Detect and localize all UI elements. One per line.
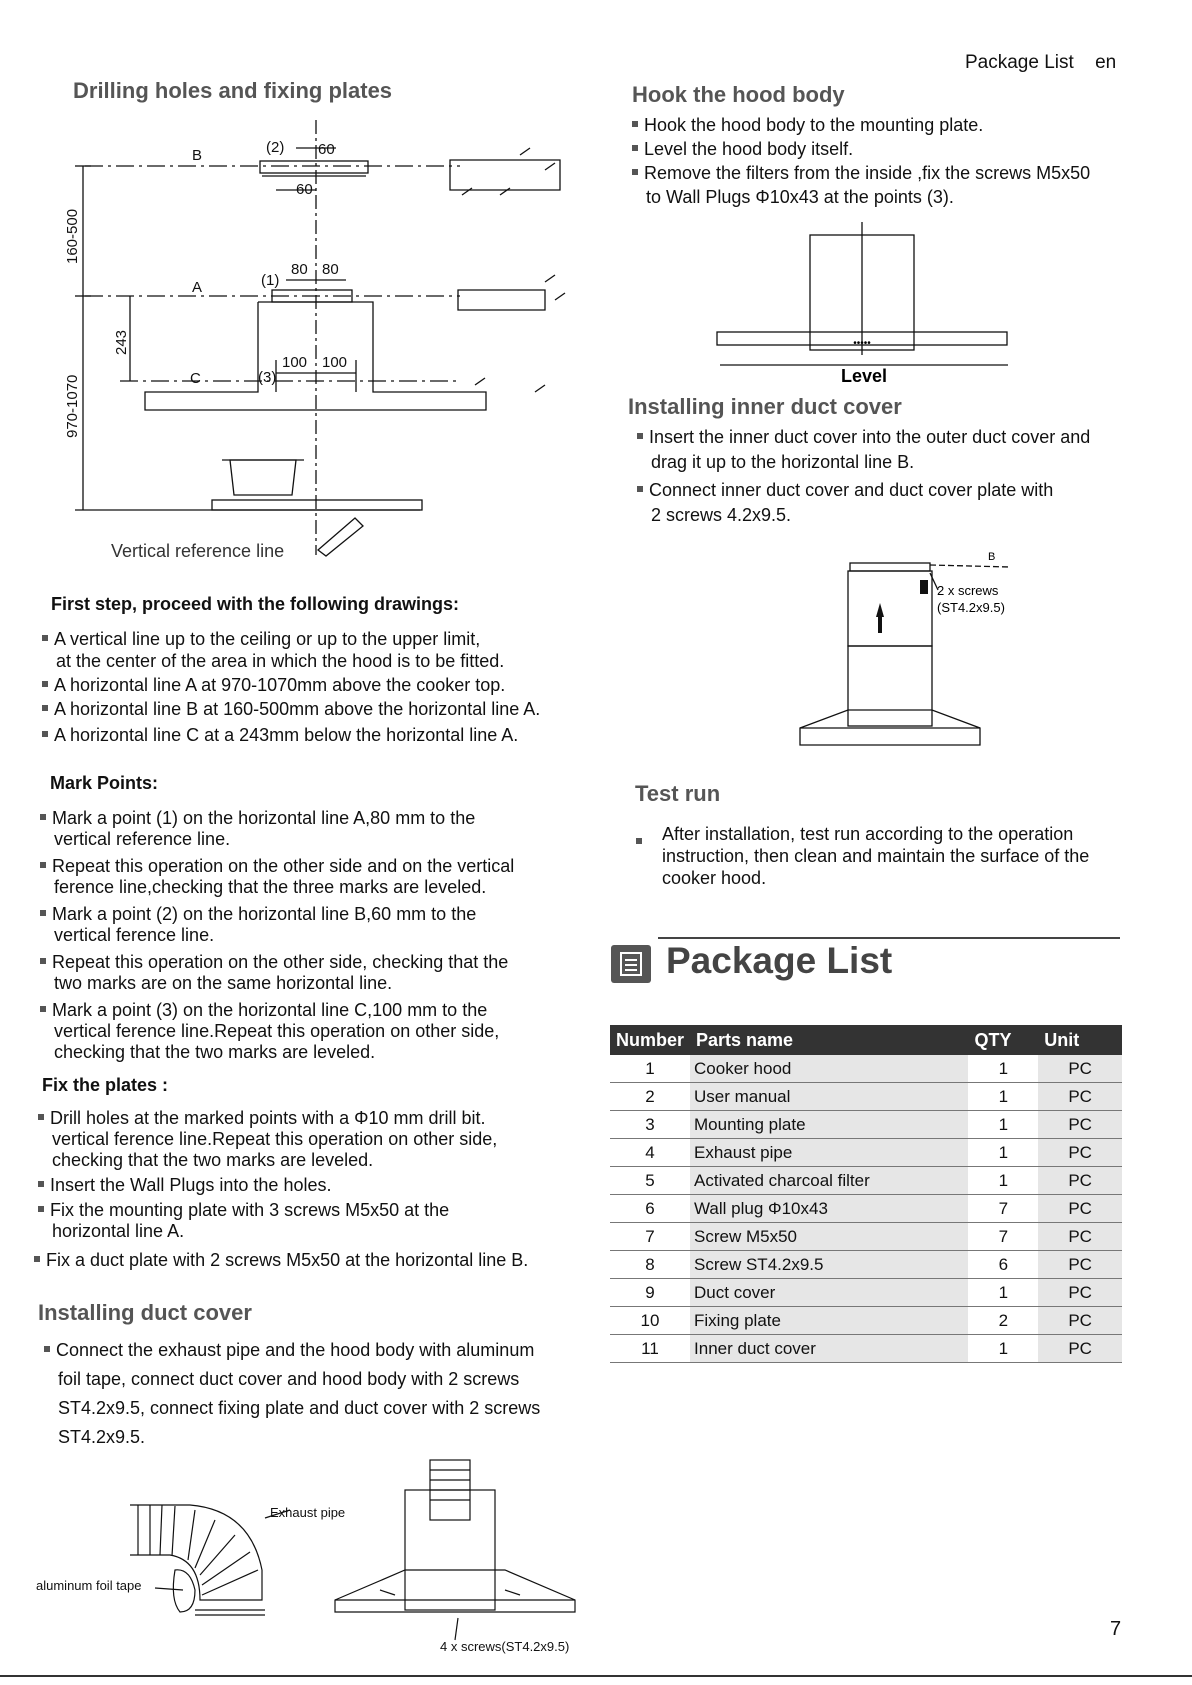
first-step-title: First step, proceed with the following drawings: [51, 594, 460, 614]
header-lang: en [1095, 52, 1117, 73]
fix-plates-title: Fix the plates : [42, 1075, 169, 1095]
screws-label: 4 x screws(ST4.2x9.5) [440, 1639, 570, 1654]
dim-100-left: 100 [282, 354, 308, 371]
cell-qty: 1 [968, 1335, 1038, 1363]
cell-unit: PC [1038, 1307, 1122, 1335]
cell-qty: 7 [968, 1223, 1038, 1251]
test-run-bullet [636, 831, 648, 853]
list-item: Drill holes at the marked points with a Φ10 mm drill bit. vertical ference line.Repeat this operation on other side, checking that the two marks are leveled. [38, 1108, 528, 1171]
list-item: A horizontal line B at 160-500mm above the horizontal line A. [42, 698, 540, 720]
cell-part-name: Exhaust pipe [690, 1139, 968, 1167]
list-item: A vertical line up to the ceiling or up to the upper limit, [42, 628, 540, 650]
cell-number: 2 [610, 1083, 690, 1111]
table-header-row [610, 1025, 1122, 1055]
cell-part-name: Mounting plate [690, 1111, 968, 1139]
cell-part-name: Screw M5x50 [690, 1223, 968, 1251]
cell-unit: PC [1038, 1055, 1122, 1083]
first-step-list [42, 628, 540, 746]
cell-unit: PC [1038, 1251, 1122, 1279]
cell-qty: 7 [968, 1195, 1038, 1223]
table-row [610, 1223, 1122, 1251]
cell-unit: PC [1038, 1223, 1122, 1251]
cell-unit: PC [1038, 1111, 1122, 1139]
cell-part-name: User manual [690, 1083, 968, 1111]
cell-part-name: Duct cover [690, 1279, 968, 1307]
cell-qty: 1 [968, 1083, 1038, 1111]
table-row [610, 1167, 1122, 1195]
mark-points-title: Mark Points: [50, 773, 159, 793]
cell-part-name: Cooker hood [690, 1055, 968, 1083]
fix-plates-list [38, 1108, 528, 1271]
package-list-title: Package List [666, 940, 893, 981]
table-row [610, 1083, 1122, 1111]
label-point-2: (2) [266, 139, 285, 156]
col-qty-header: QTY [968, 1025, 1038, 1055]
table-row [610, 1111, 1122, 1139]
list-item: Insert the inner duct cover into the outer duct cover and drag it up to the horizontal line B. [637, 425, 1090, 475]
hook-list [632, 113, 1090, 209]
dim-80-left: 80 [291, 261, 308, 278]
list-item: Insert the Wall Plugs into the holes. [38, 1175, 528, 1196]
hood-level-diagram [700, 220, 1020, 390]
table-row [610, 1251, 1122, 1279]
inner-screws-label: 2 x screws [937, 583, 999, 598]
cell-unit: PC [1038, 1083, 1122, 1111]
package-table [610, 1025, 1122, 1363]
cell-number: 8 [610, 1251, 690, 1279]
table-row [610, 1335, 1122, 1363]
page-number: 7 [1110, 1618, 1122, 1640]
header-section: Package List [965, 52, 1074, 73]
cell-part-name: Inner duct cover [690, 1335, 968, 1363]
list-item: Connect inner duct cover and duct cover plate with 2 screws 4.2x9.5. [637, 478, 1090, 528]
dim-60-bottom: 60 [296, 181, 313, 198]
inner-screws-spec: (ST4.2x9.5) [937, 600, 1005, 615]
label-point-3: (3) [258, 369, 277, 386]
table-row [610, 1139, 1122, 1167]
page-bottom-rule [0, 1675, 1192, 1677]
cell-number: 10 [610, 1307, 690, 1335]
list-item: Fix a duct plate with 2 screws M5x50 at the horizontal line B. [34, 1250, 528, 1271]
table-row [610, 1055, 1122, 1083]
inner-line-b-label: B [988, 551, 996, 563]
cell-unit: PC [1038, 1195, 1122, 1223]
list-item: A horizontal line A at 970-1070mm above the cooker top. [42, 674, 540, 696]
cell-unit: PC [1038, 1279, 1122, 1307]
list-item: Mark a point (1) on the horizontal line A,80 mm to the vertical reference line. [40, 808, 514, 850]
table-row [610, 1307, 1122, 1335]
cell-qty: 1 [968, 1279, 1038, 1307]
package-table-wrap [610, 1025, 1122, 1363]
cell-number: 5 [610, 1167, 690, 1195]
list-item: Repeat this operation on the other side, checking that the two marks are on the same horizontal line. [40, 952, 514, 994]
cell-number: 4 [610, 1139, 690, 1167]
cell-qty: 1 [968, 1167, 1038, 1195]
dim-160-500: 160-500 [64, 208, 81, 264]
test-run-title: Test run [635, 781, 721, 806]
list-item: A horizontal line C at a 243mm below the horizontal line A. [42, 724, 540, 746]
drilling-diagram [0, 0, 600, 570]
cell-number: 6 [610, 1195, 690, 1223]
label-line-c: C [190, 370, 201, 387]
cell-part-name: Screw ST4.2x9.5 [690, 1251, 968, 1279]
cell-number: 3 [610, 1111, 690, 1139]
package-list-rule [658, 937, 1120, 939]
mark-points-list [40, 808, 514, 1063]
list-icon [611, 945, 651, 983]
cell-unit: PC [1038, 1139, 1122, 1167]
label-point-1: (1) [261, 272, 280, 289]
col-unit-header: Unit [1038, 1025, 1122, 1055]
label-line-a: A [192, 279, 203, 296]
inner-duct-list [637, 425, 1090, 528]
installing-duct-title: Installing duct cover [38, 1300, 252, 1325]
cell-number: 1 [610, 1055, 690, 1083]
cell-unit: PC [1038, 1167, 1122, 1195]
list-item: Mark a point (2) on the horizontal line B,60 mm to the vertical ference line. [40, 904, 514, 946]
list-item: Level the hood body itself. [632, 137, 1090, 161]
list-item: Hook the hood body to the mounting plate. [632, 113, 1090, 137]
dim-970-1070: 970-1070 [64, 374, 81, 438]
cell-qty: 1 [968, 1055, 1038, 1083]
list-item: Mark a point (3) on the horizontal line C,100 mm to the vertical ference line.Repeat this operation on other side, checking that the two marks are leveled. [40, 1000, 514, 1063]
cell-number: 9 [610, 1279, 690, 1307]
exhaust-pipe-diagram [0, 1450, 600, 1660]
cell-unit: PC [1038, 1335, 1122, 1363]
drilling-title: Drilling holes and fixing plates [73, 78, 393, 103]
cell-number: 7 [610, 1223, 690, 1251]
cell-part-name: Activated charcoal filter [690, 1167, 968, 1195]
table-row [610, 1195, 1122, 1223]
dim-80-right: 80 [322, 261, 339, 278]
list-item: Fix the mounting plate with 3 screws M5x50 at the horizontal line A. [38, 1200, 528, 1242]
running-header [965, 52, 1116, 74]
cell-qty: 2 [968, 1307, 1038, 1335]
level-label: Level [840, 366, 888, 386]
vertical-reference-label: Vertical reference line [111, 541, 285, 561]
inner-duct-diagram [770, 545, 1030, 760]
list-item: Remove the filters from the inside ,fix the screws M5x50 to Wall Plugs Φ10x43 at the points (3). [632, 161, 1090, 209]
cell-number: 11 [610, 1335, 690, 1363]
cell-qty: 1 [968, 1139, 1038, 1167]
list-item: Repeat this operation on the other side and on the vertical ference line,checking that the three marks are leveled. [40, 856, 514, 898]
list-item: at the center of the area in which the hood is to be fitted. [56, 651, 505, 671]
dim-100-right: 100 [322, 354, 348, 371]
hook-title: Hook the hood body [632, 82, 845, 107]
svg-text:•••••: ••••• [853, 338, 871, 349]
col-number-header: Number [610, 1025, 690, 1055]
test-run-text: After installation, test run according to the operation instruction, then clean and maintain the surface of the cooker hood. [662, 824, 1090, 888]
table-row [610, 1279, 1122, 1307]
cell-qty: 1 [968, 1111, 1038, 1139]
inner-duct-title: Installing inner duct cover [628, 394, 902, 419]
dim-243: 243 [113, 329, 130, 355]
dim-60-top: 60 [318, 141, 335, 158]
col-name-header: Parts name [690, 1025, 968, 1055]
label-line-b: B [192, 147, 203, 164]
cell-part-name: Wall plug Φ10x43 [690, 1195, 968, 1223]
cell-qty: 6 [968, 1251, 1038, 1279]
foil-tape-label: aluminum foil tape [36, 1578, 142, 1593]
cell-part-name: Fixing plate [690, 1307, 968, 1335]
installing-duct-text: Connect the exhaust pipe and the hood body with aluminum foil tape, connect duct cover and hood body with 2 screws ST4.2x9.5, connect fixing plate and duct cover with 2 screws ST4.2x9.5. [44, 1336, 540, 1452]
exhaust-pipe-label: Exhaust pipe [270, 1505, 346, 1520]
